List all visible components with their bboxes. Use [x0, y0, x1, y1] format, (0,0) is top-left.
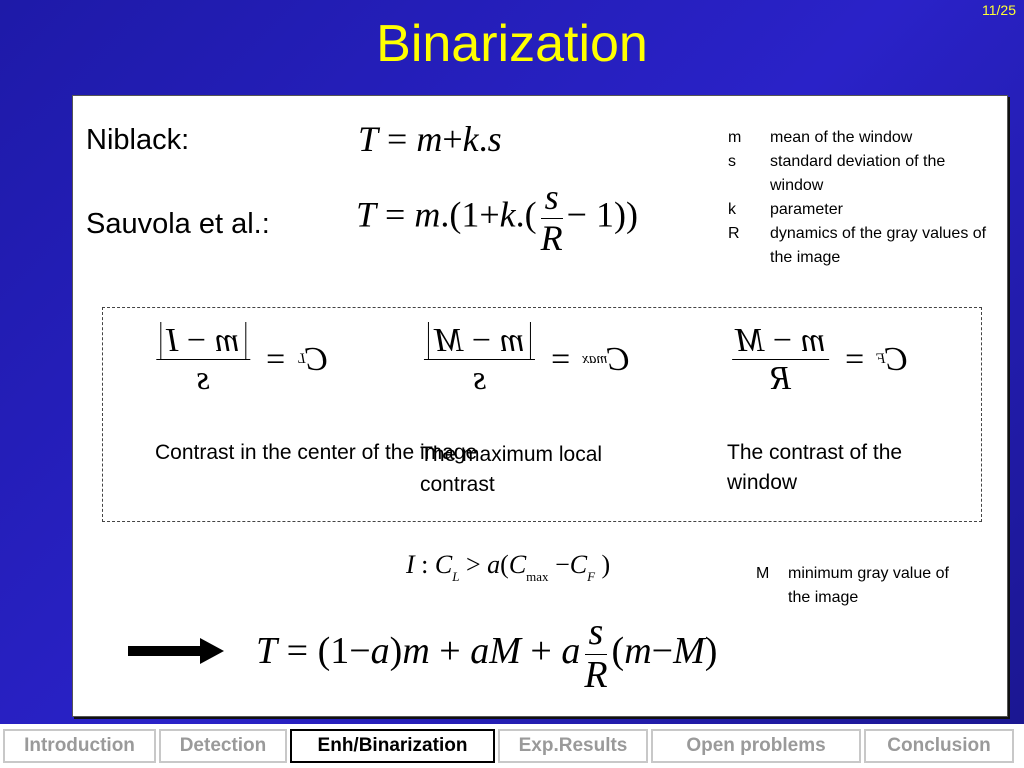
final-threshold-formula: [256, 612, 717, 697]
formula-symbol: m: [800, 322, 826, 359]
fraction: [584, 612, 607, 697]
fraction-numerator: s: [541, 178, 563, 219]
fraction: [156, 322, 250, 398]
formula-symbol: M: [435, 322, 464, 359]
legend-row: [756, 562, 973, 610]
formula-symbol: =: [845, 340, 865, 378]
formula-symbol: ): [704, 630, 718, 673]
formula-symbol: (: [500, 550, 509, 579]
legend-key: R: [728, 225, 740, 242]
formula-symbol: k: [462, 119, 479, 159]
formula-symbol: s: [487, 119, 502, 159]
sauvola-label: Sauvola et al.:: [86, 208, 270, 240]
formula-symbol: +: [439, 630, 461, 673]
formula-subscript: max: [582, 351, 608, 368]
contrast-center-formula: [152, 322, 328, 398]
slide-number: 11/25: [982, 2, 1016, 18]
formula-symbol: =: [385, 194, 406, 235]
formula-symbol: −: [471, 322, 492, 359]
formula-subscript: L: [452, 569, 460, 584]
formula-symbol: I: [406, 550, 415, 579]
fraction: [541, 178, 563, 258]
formula-symbol: +: [442, 119, 463, 159]
nav-tab-introduction[interactable]: Introduction: [3, 729, 156, 763]
sauvola-formula: [356, 178, 638, 258]
formula-subscript: max: [526, 569, 549, 584]
legend-row: [728, 198, 1000, 222]
nav-tab-conclusion[interactable]: Conclusion: [864, 729, 1014, 763]
legend-desc: parameter: [770, 201, 843, 218]
legend-key: m: [728, 129, 742, 146]
legend-row: [728, 150, 1000, 198]
contrast-window-description: The contrast of the window: [727, 441, 903, 494]
formula-symbol: T: [358, 119, 379, 159]
formula-subscript: F: [876, 351, 886, 368]
formula-symbol: T: [356, 194, 377, 235]
nav-tab-enh-binarization[interactable]: Enh/Binarization: [290, 729, 495, 763]
formula-symbol: a: [470, 630, 490, 673]
formula-symbol: =: [551, 340, 571, 378]
formula-symbol: k: [499, 194, 516, 235]
variable-legend: [728, 126, 1000, 270]
fraction-denominator: s: [472, 360, 487, 398]
legend-desc: minimum gray value of the image: [788, 565, 949, 606]
formula-symbol: m: [214, 322, 240, 359]
formula-symbol: C: [569, 550, 588, 579]
formula-symbol: C: [508, 550, 527, 579]
fraction-numerator: [424, 322, 535, 360]
formula-symbol: m: [414, 194, 441, 235]
formula-symbol: +: [479, 194, 500, 235]
formula-symbol: .: [478, 119, 488, 159]
legend-row: [728, 126, 1000, 150]
formula-symbol: − 1)): [566, 194, 638, 235]
contrast-window-formula: [728, 322, 908, 398]
fraction-denominator: R: [770, 360, 791, 398]
contrast-center-description: Contrast in the center of the image: [155, 441, 478, 464]
slide-title: Binarization: [376, 15, 648, 73]
formula-symbol: −: [555, 550, 570, 579]
formula-subscript: F: [587, 569, 596, 584]
formula-symbol: −: [349, 630, 371, 673]
fraction-numerator: [156, 322, 250, 360]
legend-key: M: [756, 565, 770, 582]
formula-symbol: C: [434, 550, 453, 579]
formula-symbol: I: [167, 322, 179, 359]
contrast-max-formula: [420, 322, 630, 398]
fraction-numerator: s: [585, 612, 608, 655]
formula-symbol: a: [561, 630, 581, 673]
fraction: [732, 322, 829, 398]
formula-symbol: ): [601, 550, 611, 579]
formula-symbol: −: [186, 322, 207, 359]
formula-symbol: =: [387, 119, 408, 159]
contrast-max-description: The maximum local contrast: [420, 443, 603, 496]
legend-desc: dynamics of the gray values of the image: [770, 225, 987, 266]
formula-symbol: :: [421, 550, 429, 579]
formula-symbol: m: [416, 119, 443, 159]
fraction: [424, 322, 535, 398]
formula-symbol: .(1: [440, 194, 480, 235]
formula-symbol: (1: [317, 630, 350, 673]
legend-desc: mean of the window: [770, 129, 913, 146]
fraction-denominator: R: [584, 653, 608, 696]
formula-symbol: >: [465, 550, 481, 579]
nav-tab-exp-results[interactable]: Exp.Results: [498, 729, 648, 763]
arrow-head-icon: [200, 638, 224, 664]
formula-symbol: (: [611, 630, 625, 673]
formula-symbol: a: [370, 630, 390, 673]
nav-tab-open-problems[interactable]: Open problems: [651, 729, 861, 763]
formula-symbol: C: [305, 340, 329, 378]
formula-symbol: .(: [515, 194, 537, 235]
legend-key: k: [728, 201, 736, 218]
fraction-numerator: [732, 322, 829, 360]
fraction-denominator: R: [540, 217, 563, 258]
condition-formula: [406, 550, 610, 585]
formula-symbol: −: [651, 630, 674, 673]
legend-desc: standard deviation of the window: [770, 153, 946, 194]
niblack-formula: [358, 118, 502, 160]
formula-symbol: m: [624, 630, 652, 673]
formula-symbol: M: [489, 630, 521, 673]
formula-symbol: T: [256, 630, 278, 673]
formula-subscript: L: [297, 351, 306, 368]
niblack-label: Niblack:: [86, 124, 190, 156]
formula-symbol: m: [499, 322, 525, 359]
m-legend: [756, 562, 973, 610]
formula-symbol: m: [402, 630, 430, 673]
formula-symbol: +: [530, 630, 552, 673]
formula-symbol: C: [607, 340, 630, 378]
formula-symbol: =: [286, 630, 309, 673]
formula-symbol: M: [736, 322, 765, 359]
legend-row: [728, 222, 1000, 270]
fraction-denominator: s: [196, 360, 210, 398]
formula-symbol: a: [487, 550, 501, 579]
nav-tab-detection[interactable]: Detection: [159, 729, 287, 763]
formula-symbol: C: [885, 340, 909, 378]
legend-key: s: [728, 153, 736, 170]
formula-symbol: =: [266, 340, 286, 378]
formula-symbol: −: [772, 322, 793, 359]
section-navigation: [0, 724, 1024, 768]
formula-symbol: M: [673, 630, 705, 673]
arrow-right-icon: [128, 646, 208, 656]
formula-symbol: ): [389, 630, 403, 673]
